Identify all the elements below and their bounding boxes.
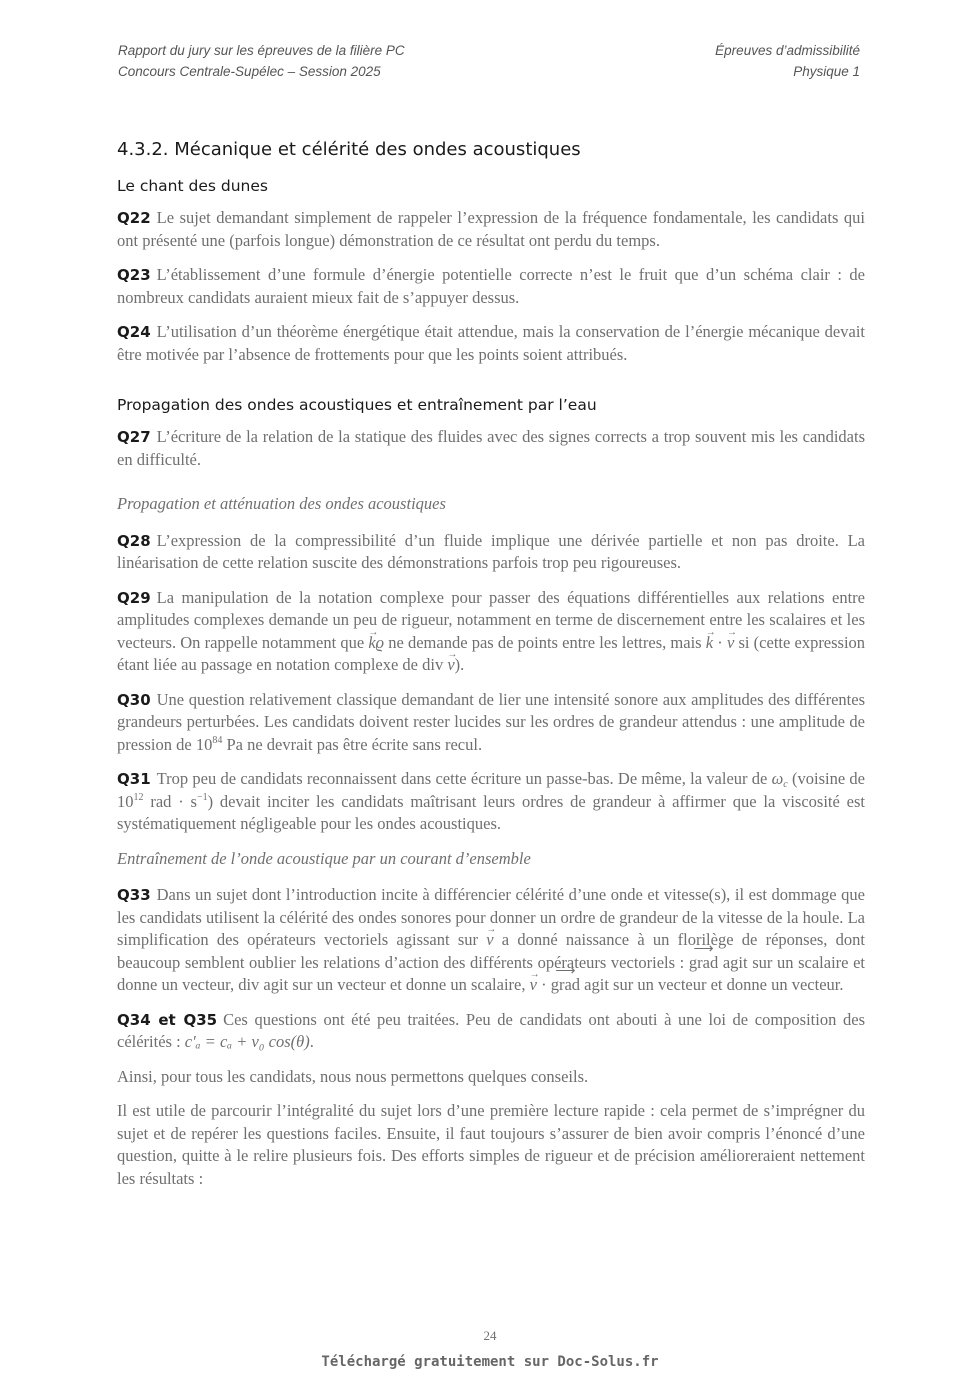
math-vector-k: → k: [368, 633, 375, 652]
question-text: La manipulation de la notation complexe pour passer des équations différentielles aux relations entre amplitudes complexes demande un peu de rigueur, notamment en terme de discernement entre les scalaires et les vecteurs. On rappelle notamment que: [117, 587, 865, 652]
math-omega: ω: [771, 769, 784, 788]
question-q28: [117, 530, 865, 575]
question-text: .: [309, 1032, 314, 1051]
question-text: a donné naissance à un florilège de réponses, dont beaucoup semblent oublier les relations d’action des différents opérateurs vectoriels :: [117, 930, 866, 972]
math-unit: rad · s: [150, 791, 197, 811]
question-text: agit sur un scalaire et donne un vecteur, div agit sur un vecteur et donne un scalaire,: [117, 952, 866, 994]
question-text: Une question relativement classique demandant de lier une intensité sonore aux amplitudes des différentes grandeurs perturbées. Les candidats doivent rester lucides sur les ordres de grandeur attendus : une amplitude de pression de 10: [117, 689, 865, 754]
question-label: Q23: [117, 266, 151, 284]
header-report-title: Rapport du jury sur les épreuves de la filière PC: [118, 43, 405, 58]
advice-intro: Ainsi, pour tous les candidats, nous nous permettons quelques conseils.: [117, 1066, 589, 1086]
math-rho: ϱ: [375, 632, 385, 652]
math-grad-operator: ⟶ grad: [689, 953, 718, 972]
subsection-title-dunes: Le chant des dunes: [117, 177, 268, 195]
question-q29: [117, 587, 865, 677]
question-text: agit sur un vecteur et donne un vecteur.: [584, 975, 844, 994]
subsubsection-title-entrainement: Entraînement de l’onde acoustique par un courant d’ensemble: [117, 848, 531, 868]
question-q22: [117, 207, 865, 252]
math-formula: c′ₐ = cₐ + v₀ cos(θ): [184, 1032, 310, 1051]
question-label: Q33: [117, 886, 151, 904]
math-vector-v: → v: [447, 655, 454, 674]
math-vector-v: → v: [530, 975, 537, 994]
question-text: Dans un sujet dont l’introduction incite à différencier célérité d’une onde et vitesse(s), il est dommage que les candidats utilisent la célérité des ondes sonores pour donner un ordre de grandeur de la vitesse de la houle. La simplification des opérateurs vectoriels agissant sur: [117, 885, 865, 949]
subsubsection-title-attenuation: Propagation et atténuation des ondes acoustiques: [117, 494, 446, 513]
math-vector-v: → v: [486, 930, 493, 949]
header-exam-type: Épreuves d’admissibilité: [715, 43, 860, 58]
math-exponent: 12: [133, 791, 144, 803]
question-q23: [117, 264, 865, 309]
question-text: Trop peu de candidats reconnaissent dans cette écriture un passe-bas. De même, la valeur de: [156, 769, 768, 788]
question-q27: [117, 426, 865, 471]
question-label: Q22: [117, 209, 151, 227]
question-text: L’établissement d’une formule d’énergie potentielle correcte n’est le fruit que d’un schéma clair : de nombreux candidats auraient mieux fait de s’appuyer dessus.: [117, 265, 865, 307]
subsection-title-propagation: Propagation des ondes acoustiques et entraînement par l’eau: [117, 396, 597, 414]
question-label: Q24: [117, 323, 151, 341]
question-label: Q29: [117, 588, 151, 607]
page-body: [117, 137, 865, 1202]
question-text: Le sujet demandant simplement de rappeler l’expression de la fréquence fondamentale, les candidats qui ont présenté une (parfois longue) démonstration de ce résultat ont perdu du temps.: [117, 208, 865, 250]
running-header-right: [715, 40, 860, 82]
question-text: ) devait inciter les candidats maîtrisant leurs ordres de grandeur à affirmer que la viscosité est systématiquement négligeable pour les ondes acoustiques.: [117, 791, 865, 833]
math-exponent: 84: [212, 734, 223, 746]
question-text: ne demande pas de points entre les lettres, mais: [388, 632, 702, 652]
question-q31: [117, 768, 865, 836]
section-title: 4.3.2. Mécanique et célérité des ondes acoustiques: [117, 139, 581, 160]
math-vector-k: → k: [706, 633, 713, 652]
question-q24: [117, 321, 865, 366]
math-exponent: −1: [196, 791, 208, 803]
page-number: 24: [483, 1328, 497, 1343]
question-text: L’écriture de la relation de la statique des fluides avec des signes corrects a trop souvent mis les candidats en difficulté.: [117, 427, 865, 469]
question-label: Q30: [117, 690, 151, 709]
math-grad-operator: ⟶ grad: [551, 975, 580, 994]
question-label: Q31: [117, 770, 151, 788]
header-session: Concours Centrale-Supélec – Session 2025: [118, 64, 381, 79]
math-dot: ·: [717, 632, 723, 652]
question-label: Q34 et Q35: [117, 1010, 218, 1029]
question-text: si (cette expression étant liée au passage en notation complexe de div: [117, 632, 866, 674]
question-label: Q27: [117, 428, 151, 446]
question-q34-q35: [117, 1009, 865, 1054]
question-q30: [117, 689, 865, 757]
advice-paragraph: Il est utile de parcourir l’intégralité du sujet lors d’une première lecture rapide : cela permet de s’imprégner du sujet et de repérer les questions faciles. Ensuite, il faut toujours s’assurer de bien avoir compris l’énoncé d’une question, quitte à le relire plusieurs fois. Des efforts simples de rigueur et de précision amélioreraient nettement les résultats :: [117, 1101, 865, 1188]
math-dot: ·: [541, 975, 547, 994]
math-vector-v: → v: [727, 633, 734, 652]
question-text: Ces questions ont été peu traitées. Peu de candidats ont abouti à une loi de composition des célérités :: [117, 1009, 865, 1051]
question-text: (voisine de 10: [117, 769, 865, 811]
question-q33: [117, 884, 865, 997]
header-subject: Physique 1: [793, 64, 860, 79]
math-subscript: c: [783, 779, 788, 790]
download-footer: Téléchargé gratuitement sur Doc-Solus.fr: [321, 1354, 659, 1370]
question-text: Pa ne devrait pas être écrite sans recul.: [226, 734, 483, 754]
question-text: L’utilisation d’un théorème énergétique était attendue, mais la conservation de l’énergie mécanique devait être motivée par l’absence de frottements pour que les points soient attribués.: [117, 322, 865, 364]
running-header-left: [118, 40, 405, 82]
question-label: Q28: [117, 531, 151, 550]
question-text: ).: [454, 655, 465, 674]
question-text: L’expression de la compressibilité d’un fluide implique une dérivée partielle et non pas droite. La linéarisation de cette relation suscite des démonstrations parfois trop peu rigoureuses.: [117, 530, 865, 572]
